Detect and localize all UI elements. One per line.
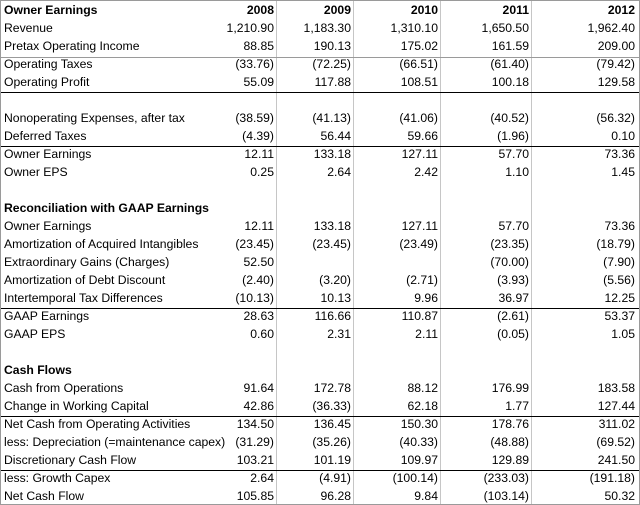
cell-2011: (40.52) <box>490 111 529 125</box>
cell-2008: 0.25 <box>250 165 274 179</box>
cell-2008: (10.13) <box>235 291 274 305</box>
cell-2009: 96.28 <box>320 489 351 503</box>
table-row <box>1 433 639 451</box>
cell-2008: (2.40) <box>242 273 274 287</box>
cell-2010: 127.11 <box>401 219 438 233</box>
cell-2009: 117.88 <box>314 75 351 89</box>
cell-2008: (23.45) <box>235 237 274 251</box>
cell-2011: (23.35) <box>490 237 529 251</box>
cell-2011: (233.03) <box>483 471 529 485</box>
cell-2010: 127.11 <box>401 147 438 161</box>
cell-2009: 2.31 <box>327 327 351 341</box>
row-label: Net Cash from Operating Activities <box>4 417 191 431</box>
cell-2012: (7.90) <box>603 255 635 269</box>
cell-2011: 1.77 <box>505 399 529 413</box>
cell-2010: (40.33) <box>399 435 438 449</box>
cell-2009: 1,183.30 <box>303 21 351 35</box>
cell-2010: 9.84 <box>414 489 438 503</box>
cell-2008: 52.50 <box>243 255 274 269</box>
cell-2010: 108.51 <box>400 75 438 89</box>
cell-2012: (191.18) <box>589 471 635 485</box>
cell-2009: (35.26) <box>312 435 351 449</box>
cell-2011: 176.99 <box>491 381 529 395</box>
cell-2008: 55.09 <box>243 75 274 89</box>
cell-2008: 91.64 <box>243 381 274 395</box>
table-row <box>1 235 639 253</box>
cell-2012: (5.56) <box>603 273 635 287</box>
cell-2012: 1.05 <box>611 327 635 341</box>
cell-2010: (2.71) <box>406 273 438 287</box>
cell-2012: 0.10 <box>611 129 635 143</box>
cell-2011: (61.40) <box>490 57 529 71</box>
table-row <box>1 253 639 271</box>
cell-2012: 73.36 <box>604 147 635 161</box>
table-row <box>1 325 639 343</box>
table-row <box>1 109 639 127</box>
row-label: Cash Flows <box>4 363 72 377</box>
cell-2008: 134.50 <box>236 417 274 431</box>
cell-2009: (23.45) <box>312 237 351 251</box>
cell-2012: 12.25 <box>604 291 635 305</box>
cell-2012: 311.02 <box>598 417 635 431</box>
cell-2008: 2008 <box>246 3 274 17</box>
table-row <box>1 451 639 469</box>
row-label: Pretax Operating Income <box>4 39 140 53</box>
cell-2009: (41.13) <box>312 111 351 125</box>
cell-2012: (69.52) <box>596 435 635 449</box>
cell-2008: 42.86 <box>243 399 274 413</box>
row-label: Revenue <box>4 21 53 35</box>
cell-2010: 2.11 <box>415 327 438 341</box>
cell-2009: 133.18 <box>313 147 351 161</box>
table-row <box>1 217 639 235</box>
cell-2009: 2009 <box>323 3 351 17</box>
cell-2012: 127.44 <box>597 399 635 413</box>
cell-2011: (103.14) <box>483 489 529 503</box>
table-row <box>1 199 639 217</box>
cell-2009: (3.20) <box>319 273 351 287</box>
cell-2010: 88.12 <box>407 381 438 395</box>
table-row <box>1 361 639 379</box>
cell-2010: (41.06) <box>399 111 438 125</box>
row-label: Owner Earnings <box>4 147 92 161</box>
cell-2009: 190.13 <box>313 39 351 53</box>
cell-2009: 133.18 <box>313 219 351 233</box>
table-row <box>1 127 639 145</box>
table-row <box>1 55 639 73</box>
row-label: Extraordinary Gains (Charges) <box>4 255 170 269</box>
cell-2011: 36.97 <box>498 291 529 305</box>
cell-2008: 105.85 <box>236 489 274 503</box>
cell-2009: 136.45 <box>313 417 351 431</box>
cell-2011: 1,650.50 <box>481 21 529 35</box>
row-label: Net Cash Flow <box>4 489 84 503</box>
cell-2011: 178.76 <box>491 417 529 431</box>
row-label: less: Depreciation (=maintenance capex) <box>4 435 226 449</box>
cell-2010: (100.14) <box>392 471 438 485</box>
cell-2009: 101.19 <box>313 453 351 467</box>
cell-2011: (48.88) <box>490 435 529 449</box>
cell-2009: 10.13 <box>320 291 351 305</box>
cell-2008: 12.11 <box>244 147 274 161</box>
cell-2010: (23.49) <box>399 237 438 251</box>
cell-2009: (36.33) <box>312 399 351 413</box>
table-row <box>1 19 639 37</box>
row-label: Reconciliation with GAAP Earnings <box>4 201 209 215</box>
table-row <box>1 91 639 109</box>
cell-2012: 50.32 <box>604 489 635 503</box>
cell-2011: (0.05) <box>497 327 529 341</box>
cell-2012: 53.37 <box>604 309 635 323</box>
table-row <box>1 307 639 325</box>
cell-2008: 12.11 <box>244 219 274 233</box>
cell-2011: 100.18 <box>491 75 529 89</box>
cell-2010: 9.96 <box>414 291 438 305</box>
cell-2009: 56.44 <box>320 129 351 143</box>
cell-2010: 109.97 <box>400 453 438 467</box>
cell-2010: 110.87 <box>401 309 438 323</box>
table-row <box>1 415 639 433</box>
table-row <box>1 181 639 199</box>
table-row <box>1 1 639 19</box>
cell-2012: 183.58 <box>597 381 635 395</box>
cell-2012: 2012 <box>607 3 635 17</box>
row-label: less: Growth Capex <box>4 471 111 485</box>
cell-2012: 1,962.40 <box>587 21 635 35</box>
row-label: Nonoperating Expenses, after tax <box>4 111 185 125</box>
table-row <box>1 487 639 505</box>
cell-2012: 1.45 <box>611 165 635 179</box>
cell-2008: (4.39) <box>242 129 274 143</box>
cell-2012: 241.50 <box>597 453 635 467</box>
cell-2008: 28.63 <box>243 309 274 323</box>
cell-2009: (72.25) <box>312 57 351 71</box>
cell-2008: (31.29) <box>235 435 274 449</box>
table-row <box>1 289 639 307</box>
row-label: Operating Taxes <box>4 57 93 71</box>
row-label: Change in Working Capital <box>4 399 149 413</box>
row-label: Amortization of Acquired Intangibles <box>4 237 199 251</box>
cell-2011: 57.70 <box>498 147 529 161</box>
cell-2008: 0.60 <box>250 327 274 341</box>
row-label: Operating Profit <box>4 75 90 89</box>
cell-2012: (79.42) <box>596 57 635 71</box>
cell-2012: (18.79) <box>596 237 635 251</box>
cell-2008: 88.85 <box>243 39 274 53</box>
cell-2010: 175.02 <box>400 39 438 53</box>
row-label: Discretionary Cash Flow <box>4 453 137 467</box>
cell-2010: 59.66 <box>407 129 438 143</box>
row-label: Owner Earnings <box>4 219 92 233</box>
cell-2012: (56.32) <box>596 111 635 125</box>
cell-2010: 150.30 <box>400 417 438 431</box>
cell-2008: 2.64 <box>250 471 274 485</box>
cell-2011: 57.70 <box>498 219 529 233</box>
cell-2010: 2.42 <box>414 165 438 179</box>
cell-2011: 2011 <box>502 3 529 17</box>
row-label: Intertemporal Tax Differences <box>4 291 163 305</box>
cell-2011: 1.10 <box>505 165 529 179</box>
cell-2010: 2010 <box>410 3 438 17</box>
cell-2011: (3.93) <box>497 273 529 287</box>
table-row <box>1 145 639 163</box>
cell-2008: 103.21 <box>236 453 274 467</box>
cell-2009: 116.66 <box>314 309 351 323</box>
cell-2009: 2.64 <box>327 165 351 179</box>
cell-2009: (4.91) <box>319 471 351 485</box>
table-row <box>1 37 639 55</box>
cell-2010: (66.51) <box>399 57 438 71</box>
cell-2009: 172.78 <box>313 381 351 395</box>
cell-2011: (2.61) <box>497 309 529 323</box>
table-row <box>1 73 639 91</box>
table-row <box>1 469 639 487</box>
cell-2011: (70.00) <box>490 255 529 269</box>
table-row <box>1 163 639 181</box>
cell-2008: (33.76) <box>235 57 274 71</box>
cell-2010: 1,310.10 <box>390 21 438 35</box>
cell-2012: 129.58 <box>597 75 635 89</box>
cell-2012: 209.00 <box>597 39 635 53</box>
cell-2008: (38.59) <box>235 111 274 125</box>
row-label: Amortization of Debt Discount <box>4 273 166 287</box>
row-label: GAAP EPS <box>4 327 66 341</box>
cell-2012: 73.36 <box>604 219 635 233</box>
row-label: GAAP Earnings <box>4 309 90 323</box>
table-row <box>1 379 639 397</box>
table-row <box>1 343 639 361</box>
cell-2008: 1,210.90 <box>226 21 274 35</box>
row-label: Owner Earnings <box>4 3 98 17</box>
row-label: Owner EPS <box>4 165 68 179</box>
cell-2011: 129.89 <box>491 453 529 467</box>
cell-2011: (1.96) <box>497 129 529 143</box>
cell-2011: 161.59 <box>491 39 529 53</box>
table-row <box>1 397 639 415</box>
row-label: Cash from Operations <box>4 381 124 395</box>
row-label: Deferred Taxes <box>4 129 87 143</box>
cell-2010: 62.18 <box>407 399 438 413</box>
table-row <box>1 271 639 289</box>
